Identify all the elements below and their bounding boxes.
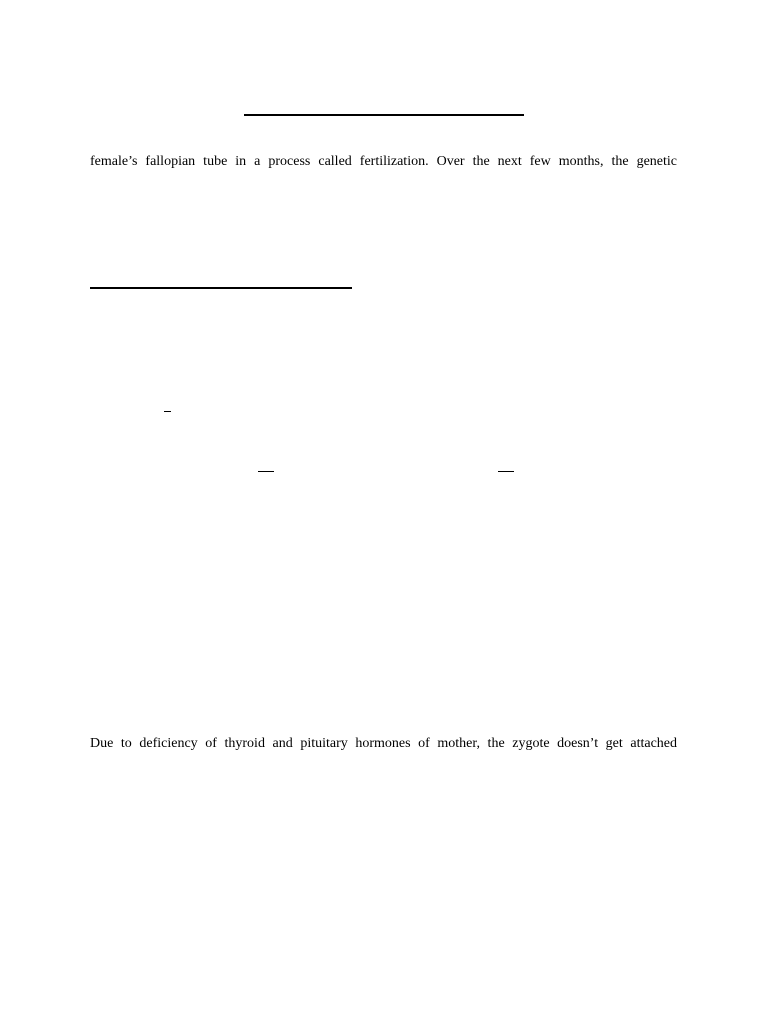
short-dash-mark xyxy=(164,411,171,412)
body-text-line: Due to deficiency of thyroid and pituitary hormones of mother, the zygote doesn’t get attached xyxy=(90,736,677,751)
right-dash-mark xyxy=(498,471,514,472)
section-heading-underline xyxy=(90,287,352,289)
left-dash-mark xyxy=(258,471,274,472)
body-text-line: female’s fallopian tube in a process called fertilization. Over the next few months, the genetic xyxy=(90,154,677,169)
title-underline xyxy=(244,114,524,116)
